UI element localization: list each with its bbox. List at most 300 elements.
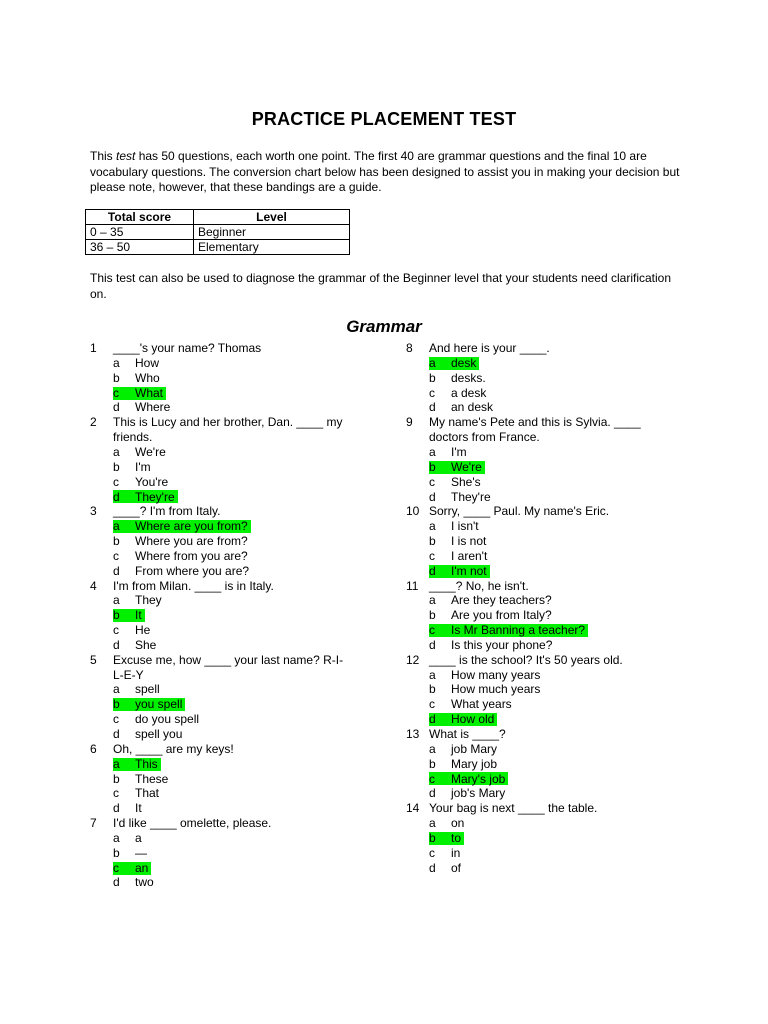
question-13 [406,727,696,801]
option-text: That [135,786,160,801]
intro-text-start: This [90,149,117,163]
correct-answer-highlight [429,832,464,845]
answer-option [90,861,380,876]
answer-option [406,786,696,801]
question-text: friends. [113,430,153,445]
correct-answer-highlight [113,698,185,711]
answer-option [406,831,696,846]
option-letter: c [429,697,435,712]
option-letter: a [429,667,436,682]
option-text: These [135,771,169,786]
option-letter: d [429,400,436,415]
answer-option [406,400,696,415]
option-letter: c [429,771,435,786]
answer-option [90,638,380,653]
option-text: spell you [135,727,183,742]
question-number: 3 [90,504,97,519]
question-12 [406,653,696,727]
option-letter: a [113,593,120,608]
option-letter: c [113,474,119,489]
question-number: 2 [90,415,97,430]
option-text: Is this your phone? [451,637,553,652]
question-line [406,430,696,445]
option-text: What years [451,697,512,712]
answer-option-body [429,787,508,800]
question-4 [90,579,380,653]
table-row [86,240,350,255]
option-letter: d [113,489,120,504]
answer-option-body [429,639,555,652]
level-cell: Beginner [194,225,350,240]
answer-option [90,593,380,608]
option-letter: d [113,637,120,652]
correct-answer-highlight [429,565,490,578]
level-cell: Elementary [194,240,350,255]
option-text: How many years [451,667,541,682]
intro-test-word: test [116,149,136,163]
option-letter: a [429,593,436,608]
option-text: This [135,756,158,771]
question-line [90,653,380,668]
option-letter: b [429,608,436,623]
question-text: ____? No, he isn't. [429,578,529,593]
option-text: They're [135,489,175,504]
question-line [90,504,380,519]
answer-option [90,549,380,564]
option-text: I'm not [451,563,487,578]
answer-option [406,861,696,876]
option-text: How [135,355,160,370]
question-number: 13 [406,726,420,741]
option-letter: b [113,697,120,712]
answer-option-body [429,698,515,711]
option-letter: d [429,637,436,652]
option-text: job's Mary [451,786,506,801]
option-letter: d [113,875,120,890]
option-letter: a [113,355,120,370]
option-text: From where you are? [135,563,250,578]
answer-option [406,489,696,504]
question-11 [406,579,696,653]
question-text: And here is your ____. [429,341,550,355]
answer-option-body [429,446,470,459]
questions-column-right [406,341,696,875]
correct-answer-highlight [429,624,588,637]
option-text: I'm [135,459,151,474]
answer-option [406,371,696,386]
answer-option [406,475,696,490]
question-line [90,816,380,831]
answer-option-body [113,772,171,785]
option-text: you spell [135,697,183,712]
question-number: 8 [406,341,413,355]
option-letter: a [429,519,436,534]
option-letter: b [429,756,436,771]
answer-option-body [429,372,489,385]
answer-option-body [113,372,163,385]
option-text: Where you are from? [135,534,248,549]
option-letter: d [113,801,120,816]
answer-option-body [113,550,251,563]
option-text: You're [135,474,169,489]
score-range-cell: 36 – 50 [86,240,194,255]
option-text: Mary job [451,756,498,771]
option-letter: d [429,860,436,875]
answer-option-body [113,787,162,800]
answer-option-body [429,550,490,563]
answer-option [406,356,696,371]
option-letter: b [429,370,436,385]
question-14 [406,801,696,875]
option-letter: a [429,444,436,459]
option-letter: c [113,623,119,638]
correct-answer-highlight [429,772,508,785]
answer-option [90,356,380,371]
option-letter: c [429,623,435,638]
question-text: doctors from France. [429,430,540,445]
answer-option [406,682,696,697]
option-text: a [135,830,142,845]
option-text: desks. [451,370,486,385]
answer-option-body [429,669,543,682]
option-letter: d [429,489,436,504]
option-text: Where are you from? [135,519,248,534]
option-letter: b [113,845,120,860]
option-text: of [451,860,462,875]
answer-option [90,846,380,861]
answer-option [90,727,380,742]
option-letter: b [113,370,120,385]
option-letter: b [113,771,120,786]
option-text: — [135,845,147,860]
question-2 [90,415,380,504]
option-letter: a [429,816,436,831]
correct-answer-highlight [429,357,479,370]
question-line [406,415,696,430]
answer-option-body [429,817,467,830]
option-letter: c [429,385,435,400]
option-text: two [135,875,154,890]
option-text: to [451,830,462,845]
question-line [90,668,380,683]
option-letter: b [113,608,120,623]
answer-option [90,682,380,697]
question-text: This is Lucy and her brother, Dan. ____ my [113,415,343,430]
answer-option [90,712,380,727]
question-8 [406,341,696,415]
option-letter: c [113,786,119,801]
answer-option-body [113,802,145,815]
option-text: I'm [451,444,467,459]
question-line [406,653,696,668]
option-letter: c [113,860,119,875]
answer-option [406,697,696,712]
option-text: an desk [451,400,494,415]
answer-option-body [113,728,185,741]
answer-option [406,608,696,623]
question-text: ____ is the school? It's 50 years old. [429,652,623,667]
question-text: Excuse me, how ____ your last name? R-I- [113,652,344,667]
option-text: job Mary [451,741,498,756]
question-number: 5 [90,652,97,667]
option-letter: c [429,474,435,489]
option-text: How old [451,712,495,727]
question-number: 10 [406,504,420,519]
option-letter: a [429,741,436,756]
option-letter: b [429,682,436,697]
option-text: I isn't [451,519,479,534]
option-text: Are you from Italy? [451,608,552,623]
header-level: Level [194,210,350,225]
option-text: in [451,845,461,860]
answer-option [406,712,696,727]
correct-answer-highlight [429,461,485,474]
answer-option [90,875,380,890]
answer-option-body [113,565,252,578]
option-text: Is Mr Banning a teacher? [451,623,586,638]
intro-paragraph [90,149,690,196]
question-text: What is ____? [429,726,506,741]
answer-option [90,771,380,786]
question-number: 1 [90,341,97,355]
question-number: 14 [406,801,420,816]
option-letter: c [113,712,119,727]
option-text: Are they teachers? [451,593,552,608]
correct-answer-highlight [113,758,161,771]
answer-option-body [113,713,202,726]
answer-option-body [113,461,154,474]
option-text: an [135,860,149,875]
answer-option-body [113,683,163,696]
option-letter: b [429,459,436,474]
score-conversion-table [85,209,350,255]
correct-answer-highlight [113,609,145,622]
question-line [90,579,380,594]
option-text: What [135,385,164,400]
question-text: I'm from Milan. ____ is in Italy. [113,578,274,593]
option-letter: d [113,400,120,415]
question-line [406,727,696,742]
answer-option [90,475,380,490]
option-text: Who [135,370,160,385]
option-text: Where from you are? [135,548,248,563]
question-line [406,504,696,519]
answer-option-body [113,847,150,860]
answer-option [90,445,380,460]
correct-answer-highlight [429,713,497,726]
answer-option [406,564,696,579]
option-letter: b [429,534,436,549]
option-letter: b [429,830,436,845]
answer-option [406,757,696,772]
question-line [90,341,380,356]
question-number: 6 [90,741,97,756]
diagnose-paragraph: This test can also be used to diagnose the grammar of the Beginner level that your students need clarification on. [90,271,672,301]
option-letter: d [429,712,436,727]
answer-option-body [113,624,153,637]
answer-option [90,623,380,638]
answer-option [90,608,380,623]
answer-option [406,549,696,564]
questions-column-left [90,341,380,890]
score-range-cell: 0 – 35 [86,225,194,240]
correct-answer-highlight [113,387,166,400]
answer-option-body [429,520,482,533]
answer-option [406,816,696,831]
question-9 [406,415,696,504]
option-text: do you spell [135,712,200,727]
question-line [406,801,696,816]
option-text: Mary's job [451,771,506,786]
option-text: They're [451,489,491,504]
question-text: L-E-Y [113,667,144,682]
option-text: It [135,608,142,623]
option-text: He [135,623,151,638]
answer-option [90,801,380,816]
answer-option-body [113,832,145,845]
option-letter: d [113,727,120,742]
question-number: 12 [406,652,420,667]
page-title: PRACTICE PLACEMENT TEST [251,109,517,129]
option-letter: d [113,563,120,578]
answer-option [406,445,696,460]
answer-option-body [113,476,171,489]
answer-option [406,593,696,608]
answer-option-body [113,594,165,607]
option-letter: a [113,682,120,697]
question-text: ____'s your name? Thomas [113,341,262,355]
answer-option [90,564,380,579]
option-letter: c [113,385,119,400]
answer-option-body [429,862,464,875]
option-text: She [135,637,157,652]
option-text: How much years [451,682,541,697]
answer-option [90,386,380,401]
answer-option [406,386,696,401]
answer-option [90,519,380,534]
answer-option-body [429,609,555,622]
intro-text-rest: has 50 questions, each worth one point. The first 40 are grammar questions and the final 10 are vocabulary questions. The conversion chart below has been designed to assist you in making your decision but please note, however, that these bandings are a guide. [90,149,680,194]
option-text: desk [451,355,477,370]
answer-option [406,742,696,757]
answer-option-body [429,683,543,696]
answer-option-body [113,357,162,370]
option-letter: a [113,519,120,534]
option-text: a desk [451,385,487,400]
question-text: I'd like ____ omelette, please. [113,816,272,830]
question-10 [406,504,696,578]
question-number: 4 [90,578,97,593]
answer-option-body [429,535,489,548]
option-text: They [135,593,162,608]
answer-option-body [113,639,159,652]
question-number: 11 [406,578,419,593]
answer-option-body [429,476,484,489]
question-text: ____? I'm from Italy. [113,504,221,519]
answer-option-body [113,876,157,889]
option-text: It [135,801,142,816]
answer-option-body [113,535,251,548]
answer-option [90,786,380,801]
option-letter: a [429,355,436,370]
answer-option [406,638,696,653]
question-6 [90,742,380,816]
option-letter: c [429,845,435,860]
question-text: My name's Pete and this is Sylvia. ____ [429,415,641,430]
question-text: Oh, ____ are my keys! [113,741,234,756]
answer-option [90,371,380,386]
option-text: We're [451,459,482,474]
score-table-header-row [86,210,350,225]
header-total-score: Total score [86,210,194,225]
answer-option-body [429,758,500,771]
answer-option [90,460,380,475]
option-letter: c [429,548,435,563]
question-line [406,341,696,356]
answer-option [406,771,696,786]
question-number: 9 [406,415,413,430]
question-text: Sorry, ____ Paul. My name's Eric. [429,504,610,519]
answer-option [90,489,380,504]
answer-option [406,519,696,534]
option-letter: a [113,756,120,771]
answer-option [90,400,380,415]
option-letter: d [429,786,436,801]
question-text: Your bag is next ____ the table. [429,801,598,816]
option-text: I is not [451,534,487,549]
answer-option [406,623,696,638]
question-line [406,579,696,594]
option-text: I aren't [451,548,488,563]
option-letter: d [429,563,436,578]
answer-option-body [113,401,173,414]
answer-option-body [429,490,494,503]
correct-answer-highlight [113,490,178,503]
question-1 [90,341,380,415]
option-letter: b [113,459,120,474]
answer-option-body [429,847,463,860]
option-letter: b [113,534,120,549]
question-number: 7 [90,816,97,830]
question-line [90,742,380,757]
option-letter: a [113,830,120,845]
answer-option [90,831,380,846]
answer-option [90,697,380,712]
answer-option [406,534,696,549]
option-text: spell [135,682,160,697]
question-7 [90,816,380,890]
option-text: Where [135,400,171,415]
option-text: She's [451,474,481,489]
answer-option [406,460,696,475]
section-title-grammar: Grammar [346,317,422,336]
option-letter: c [113,548,119,563]
answer-option [406,668,696,683]
question-line [90,415,380,430]
answer-option-body [113,446,169,459]
question-3 [90,504,380,578]
answer-option-body [429,594,555,607]
question-line [90,430,380,445]
table-row [86,225,350,240]
answer-option [90,757,380,772]
option-text: We're [135,444,166,459]
answer-option [90,534,380,549]
answer-option-body [429,401,496,414]
option-letter: a [113,444,120,459]
option-text: on [451,816,465,831]
correct-answer-highlight [113,520,251,533]
